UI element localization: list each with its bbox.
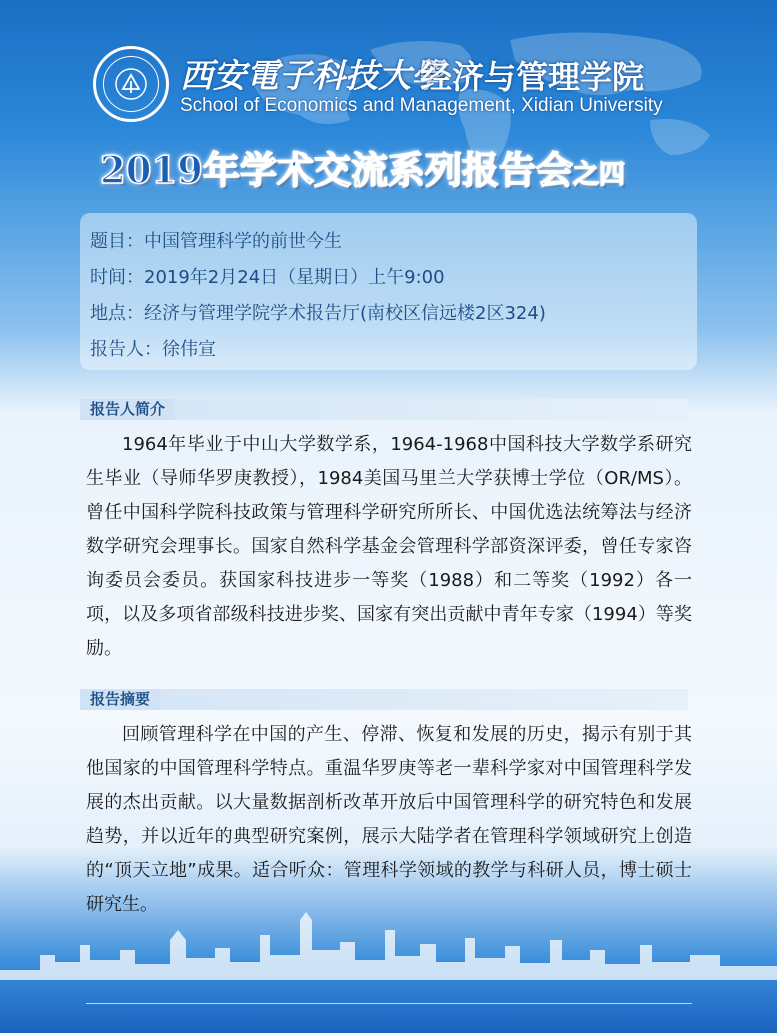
- speaker-value: 徐伟宣: [162, 339, 216, 360]
- place-label: 地点：: [90, 303, 144, 324]
- university-seal-icon: [93, 46, 169, 122]
- time-label: 时间：: [90, 267, 144, 288]
- place-line: [90, 299, 546, 325]
- series-title-suffix: 之四: [572, 160, 625, 190]
- footer-divider: [86, 1003, 692, 1004]
- speaker-label: 报告人：: [90, 339, 162, 360]
- time-line: [90, 263, 445, 289]
- city-skyline-icon: [0, 900, 777, 980]
- topic-label: 题目：: [90, 231, 144, 252]
- speaker-line: [90, 335, 216, 361]
- topic-value: 中国管理科学的前世今生: [144, 231, 342, 252]
- abstract-heading: 报告摘要: [80, 689, 160, 710]
- series-title: [100, 140, 625, 190]
- college-name: 经济与管理学院: [420, 58, 645, 96]
- topic-line: [90, 227, 342, 253]
- series-title-main: 2019年学术交流系列报告会: [100, 148, 573, 192]
- time-value: 2019年2月24日（星期日）上午9:00: [144, 267, 445, 288]
- abstract-paragraph: 回顾管理科学在中国的产生、停滞、恢复和发展的历史，揭示有别于其他国家的中国管理科学特点。重温华罗庚等老一辈科学家对中国管理科学发展的杰出贡献。以大量数据剖析改革开放后中国管理科学的研究特色和发展趋势，并以近年的典型研究案例，展示大陆学者在管理科学领域研究上创造的“顶天立地”成果。适合听众：管理科学领域的教学与科研人员，博士硕士研究生。: [86, 724, 692, 915]
- bio-paragraph: 1964年毕业于中山大学数学系，1964-1968中国科技大学数学系研究生毕业（导师华罗庚教授），1984美国马里兰大学获博士学位（OR/MS）。曾任中国科学院科技政策与管理科学研究所所长、中国优选法统筹法与经济数学研究会理事长。国家自然科学基金会管理科学部资深评委，曾任专家咨询委员会委员。获国家科技进步一等奖（1988）和二等奖（1992）各一项，以及多项省部级科技进步奖、国家有突出贡献中青年专家（1994）等奖励。: [86, 434, 692, 659]
- bio-heading: 报告人简介: [80, 399, 175, 420]
- lecture-info-box: [80, 213, 697, 370]
- college-english-name: School of Economics and Management, Xidian University: [180, 95, 663, 116]
- bio-section-header: [80, 399, 688, 420]
- abstract-section-header: [80, 689, 688, 710]
- place-value: 经济与管理学院学术报告厅(南校区信远楼2区324): [144, 303, 546, 324]
- university-name: 西安電子科技大學: [180, 56, 444, 95]
